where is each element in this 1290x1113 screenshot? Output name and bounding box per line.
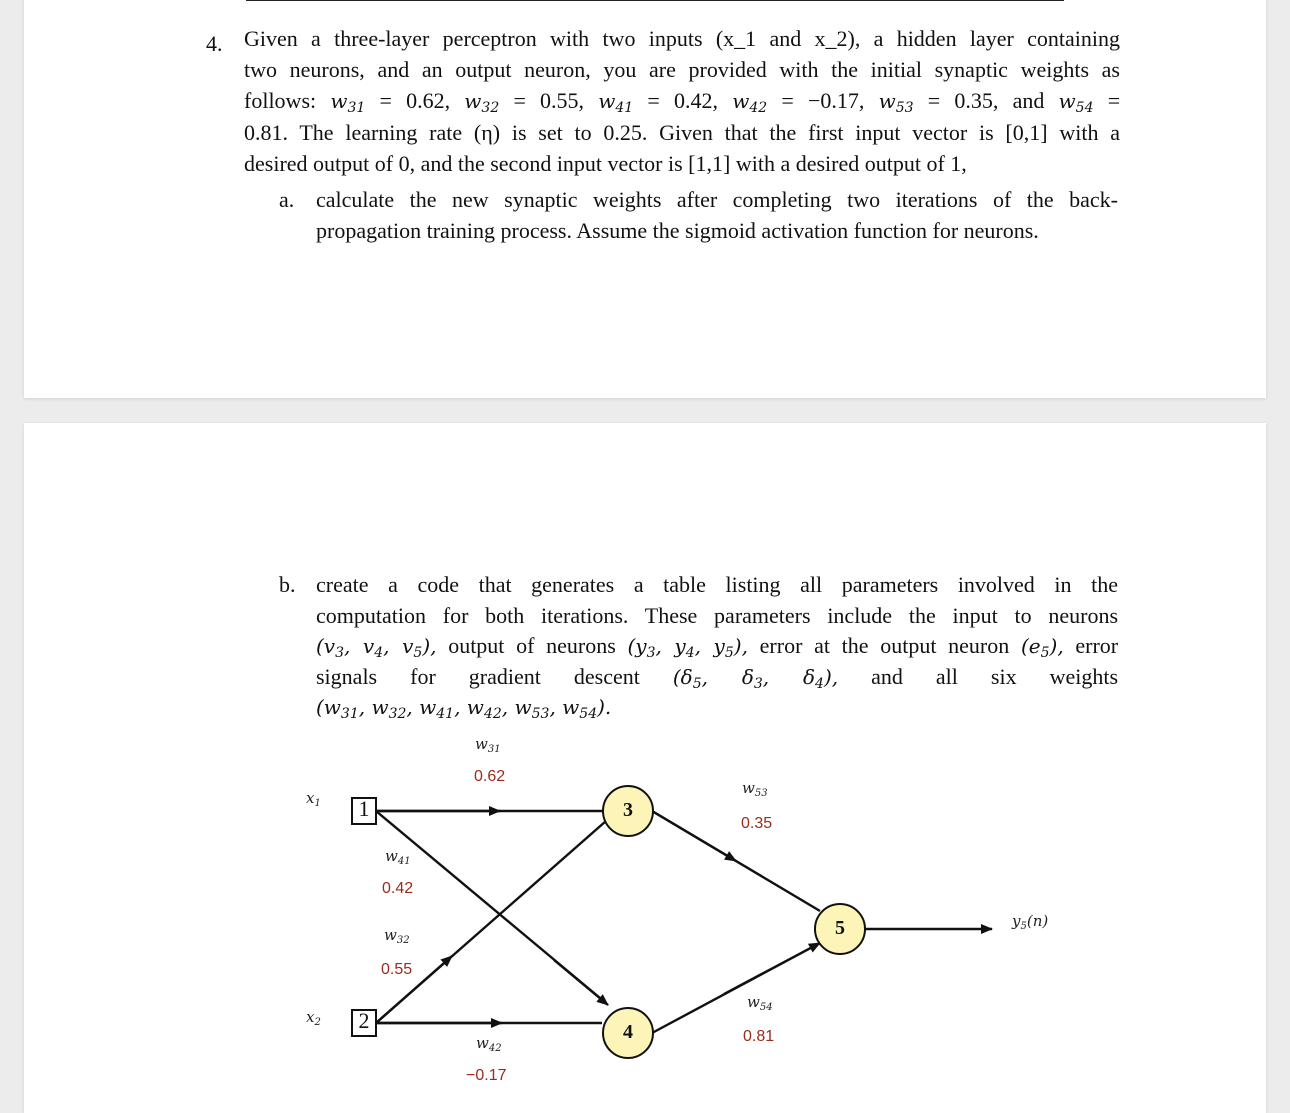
page-1 [24,0,1266,398]
edge-w41-arrow [554,960,608,1005]
input-x1-label: $x_1$ [306,789,321,809]
part-a-label: a. [279,187,295,212]
part-b-line-1: create a code that generates a table listing all parameters involved in the [316,572,1118,597]
w31-label: $w_{31}$ [475,735,501,755]
page-2 [24,423,1266,1113]
part-b-line-3: ($v_3$, $v_4$, $v_5$), output of neurons ($y_3$, $y_4$, $y_5$), error at the output neuron $(e_5)$, error [316,633,1119,661]
top-rule [246,0,1064,1]
part-a-line-2: propagation training process. Assume the sigmoid activation function for neurons. [316,217,1039,243]
part-b-line-2: computation for both iterations. These parameters include the input to neurons [316,602,1118,628]
question-line-2: two neurons, and an output neuron, you are provided with the initial synaptic weights as [244,57,1120,82]
part-b-line-4: signals for gradient descent ($\delta_5$, $\delta_3$, $\delta_4$), and all six weights [316,663,1119,692]
w53-label: $w_{53}$ [742,779,768,799]
edge-w53-arrow [652,811,736,861]
w54-label: $w_{54}$ [747,993,773,1013]
neuron-3-label: 3 [623,799,633,821]
question-number: 4. [206,31,223,56]
output-y5-label: $y_5(n)$ [1012,912,1049,932]
w32-value: 0.55 [381,961,413,978]
w53-value: 0.35 [741,815,773,832]
w32-label: $w_{32}$ [384,926,410,946]
edge-w54-arrow [724,943,820,994]
w42-label: $w_{42}$ [476,1034,502,1054]
neuron-4-label: 4 [623,1021,633,1043]
network-diagram [24,423,1266,1113]
part-b-label: b. [279,572,296,597]
input-x2-label: $x_2$ [306,1008,321,1028]
w42-value: −0.17 [466,1067,507,1084]
part-a-text [316,185,1118,246]
question-weights-line: follows: $w_{31} = 0.62$, $w_{32} = 0.55$, $w_{41} = 0.42$, $w_{42} = -0.17$, $w_{53} = 0.35$, and $w_{54}$ = [244,88,1121,116]
input-node-2-label: 2 [358,1008,370,1033]
question-line-5: desired output of 0, and the second input vector is [1,1] with a desired output of 1, [244,151,967,176]
input-node-1-label: 1 [358,796,370,821]
question-line-4: 0.81. The learning rate (η) is set to 0.25. Given that the first input vector is [0,1] with a [244,120,1120,145]
w54-value: 0.81 [743,1028,775,1045]
part-a-line-1: calculate the new synaptic weights after completing two iterations of the back- [316,187,1118,212]
question-line-1: Given a three-layer perceptron with two inputs (x_1 and x_2), a hidden layer containing [244,26,1120,51]
w41-label: $w_{41}$ [385,847,411,867]
w31-value: 0.62 [474,768,506,785]
w41-value: 0.42 [382,880,414,897]
question-text [244,23,1120,179]
part-b-line-5: ($w_{31}$, $w_{32}$, $w_{41}$, $w_{42}$, $w_{53}$, $w_{54}$). [316,695,612,722]
neuron-5-label: 5 [835,917,845,939]
